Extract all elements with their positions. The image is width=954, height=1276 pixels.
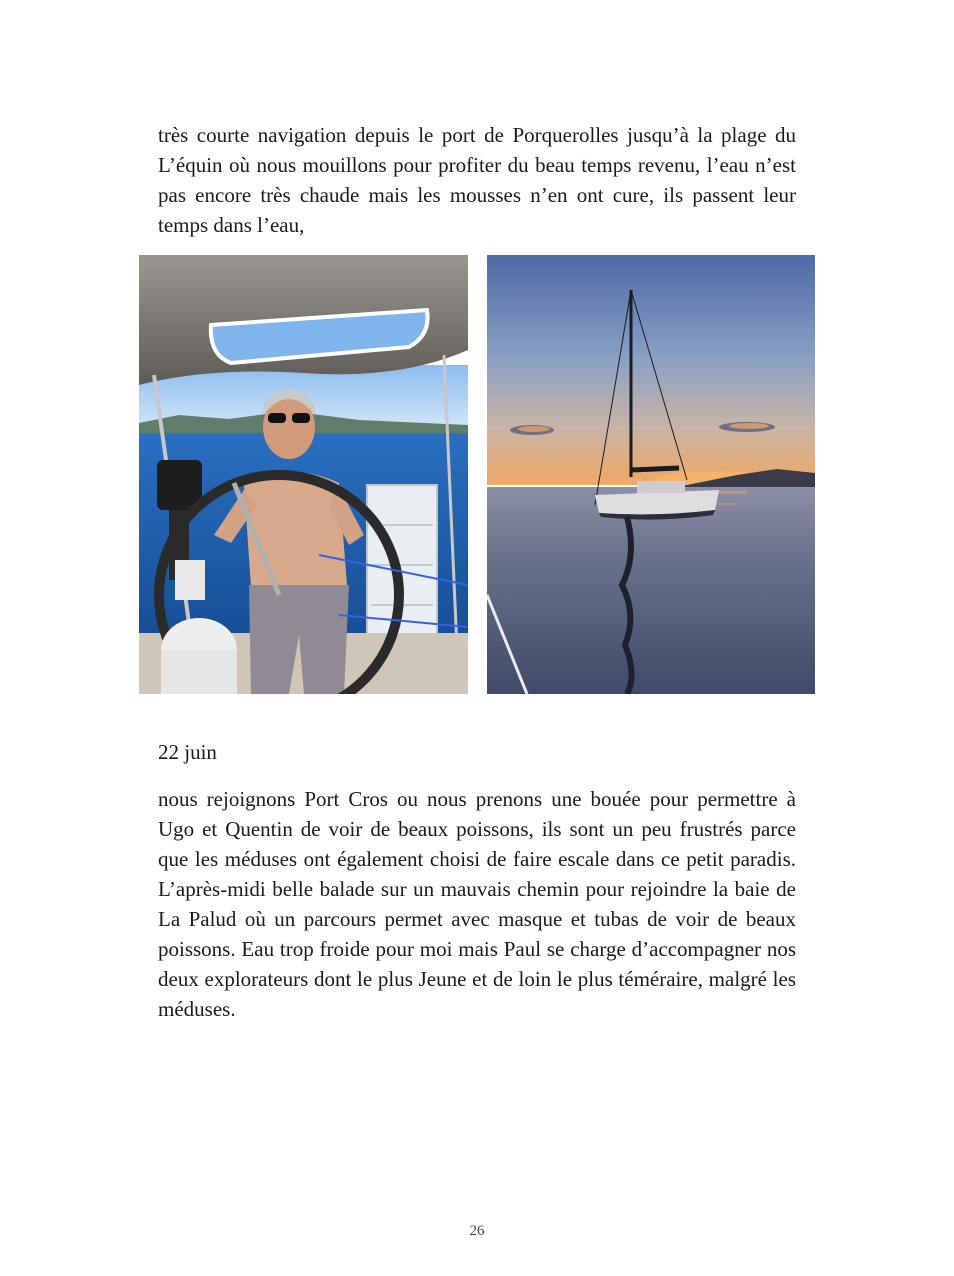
photo-sailboat-sunset <box>487 255 815 694</box>
page-number: 26 <box>469 1223 485 1239</box>
photo-sailboat-sunset-illustration <box>487 255 815 694</box>
paragraph-port-cros: nous rejoignons Port Cros ou nous prenons une bouée pour permettre à Ugo et Quentin de voir de beaux poissons, ils sont un peu frustrés parce que les méduses ont également choisi de faire escale dans ce petit paradis. L’après-midi belle balade sur un mauvais chemin pour rejoindre la baie de La Palud où un parcours permet avec masque et tubas de voir de beaux poissons. Eau trop froide pour moi mais Paul se charge d’accompagner nos deux explorateurs dont le plus Jeune et de loin le plus téméraire, malgré les méduses. <box>158 787 796 1021</box>
paragraph-porquerolles: très courte navigation depuis le port de Porquerolles jusqu’à la plage du L’équin où nous mouillons pour profiter du beau temps revenu, l’eau n’est pas encore très chaude mais les mousses n’en ont cure, ils passent leur temps dans l’eau, <box>158 123 796 237</box>
photo-man-at-helm <box>139 255 468 694</box>
date-heading: 22 juin <box>158 740 217 764</box>
photo-man-at-helm-illustration <box>139 255 468 694</box>
